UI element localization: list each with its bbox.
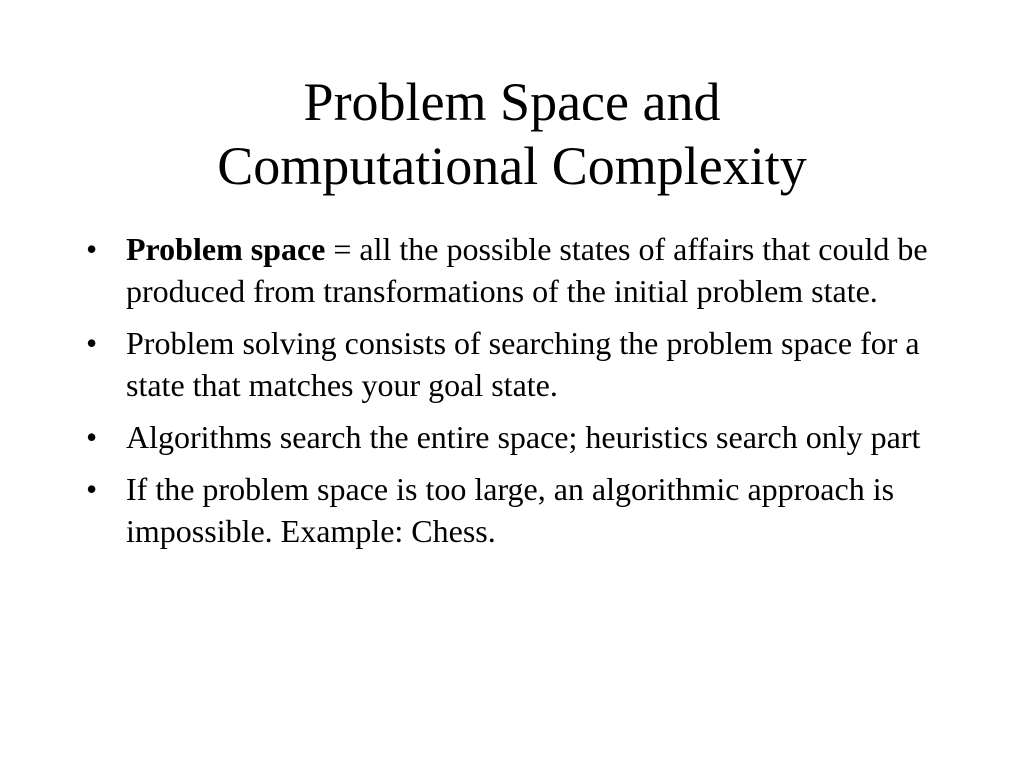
bullet-icon: • [86,419,98,455]
slide-title-line-2: Computational Complexity [217,136,807,196]
bullet-body: = all the possible states of affairs that could be produced from transformations of the initial problem state. [126,231,928,309]
bullet-item-too-large [84,468,964,552]
bullet-body: Algorithms search the entire space; heuristics search only part [126,419,921,455]
slide-title [60,70,964,198]
bullet-body: If the problem space is too large, an algorithmic approach is impossible. Example: Chess. [126,471,895,549]
bullet-item-problem-solving [84,322,964,406]
bullet-item-algorithms [84,416,964,458]
bullet-item-problem-space [84,228,964,312]
bullet-icon: • [86,471,98,507]
bullet-icon: • [86,231,98,267]
bullet-icon: • [86,325,98,361]
bullet-list [84,228,964,562]
bullet-bold-term: Problem space [126,231,326,267]
slide-title-line-1: Problem Space and [303,72,721,132]
bullet-text [126,231,928,309]
bullet-body: Problem solving consists of searching the problem space for a state that matches your goal state. [126,325,920,403]
